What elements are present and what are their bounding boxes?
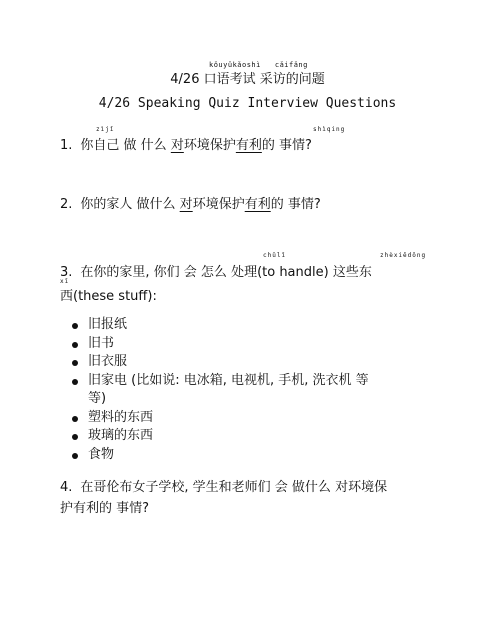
list-item — [70, 353, 369, 372]
list-item-label: 食物 — [88, 446, 115, 462]
q1-text-b: 环境保护 — [183, 138, 236, 153]
bullet-icon — [72, 453, 78, 459]
bullet-icon — [72, 379, 78, 385]
question-1 — [60, 134, 312, 153]
list-item — [70, 372, 369, 409]
q2-underlined-youli: 有利 — [244, 197, 271, 212]
bullet-icon — [72, 342, 78, 348]
q2-text-b: 环境保护 — [192, 197, 245, 212]
q4-text-line-1: 在哥伦布女子学校, 学生和老师们 会 做什么 对环境保 — [80, 480, 388, 495]
bullet-icon — [72, 434, 78, 440]
list-item — [70, 335, 369, 354]
list-item — [70, 316, 369, 335]
question-4-line-1 — [60, 476, 387, 495]
list-item-label: 旧书 — [88, 335, 115, 351]
q1-underlined-dui: 对 — [170, 138, 184, 153]
q1-number: 1. — [60, 138, 73, 153]
q3-number: 3. — [60, 265, 73, 280]
q1-pinyin-ziji: zìjǐ — [96, 126, 115, 133]
q1-text-c: 的 事情? — [261, 138, 312, 153]
title-pinyin-caifang: cǎifǎng — [274, 61, 308, 69]
bullet-icon — [72, 323, 78, 329]
q2-number: 2. — [60, 197, 73, 212]
question-2 — [60, 193, 321, 212]
page-title-chinese: 4/26 口语考试 采访的问题 — [170, 72, 325, 87]
list-item — [70, 409, 369, 428]
question-4-line-2: 护有利的 事情? — [60, 501, 150, 516]
q3-pinyin-chuli: chǔlǐ — [263, 252, 287, 259]
question-3-line-1 — [60, 261, 372, 280]
q2-text-a: 你的家人 做什么 — [80, 197, 180, 212]
q1-underlined-youli: 有利 — [235, 138, 262, 153]
list-item-continuation: 等) — [88, 391, 107, 406]
list-item — [70, 446, 369, 465]
page-title-english: 4/26 Speaking Quiz Interview Questions — [98, 96, 397, 111]
title-pinyin-kouyu: kǒuyǔkǎoshì — [209, 61, 261, 69]
q4-number: 4. — [60, 480, 73, 495]
q3-text-line-1: 在你的家里, 你们 会 怎么 处理(to handle) 这些东 — [80, 265, 372, 280]
q1-text-a: 你自己 做 什么 — [80, 138, 171, 153]
items-list — [70, 316, 369, 464]
q2-text-c: 的 事情? — [270, 197, 321, 212]
list-item-label: 玻璃的东西 — [88, 428, 154, 443]
q2-underlined-dui: 对 — [179, 197, 193, 212]
q1-pinyin-shiqing: shìqing — [313, 126, 346, 133]
q3-pinyin-xi: xī — [60, 278, 70, 285]
q3-pinyin-zhexiedong: zhèxiēdōng — [380, 252, 427, 259]
list-item — [70, 427, 369, 446]
list-item-label: 旧报纸 — [88, 317, 128, 332]
bullet-icon — [72, 360, 78, 366]
list-item-label: 旧家电 (比如说: 电冰箱, 电视机, 手机, 洗衣机 等 — [88, 372, 369, 388]
question-3-line-2: 西(these stuff): — [60, 289, 157, 304]
list-item-label: 塑料的东西 — [88, 409, 154, 425]
list-item-label: 旧衣服 — [88, 354, 128, 369]
bullet-icon — [72, 416, 78, 422]
